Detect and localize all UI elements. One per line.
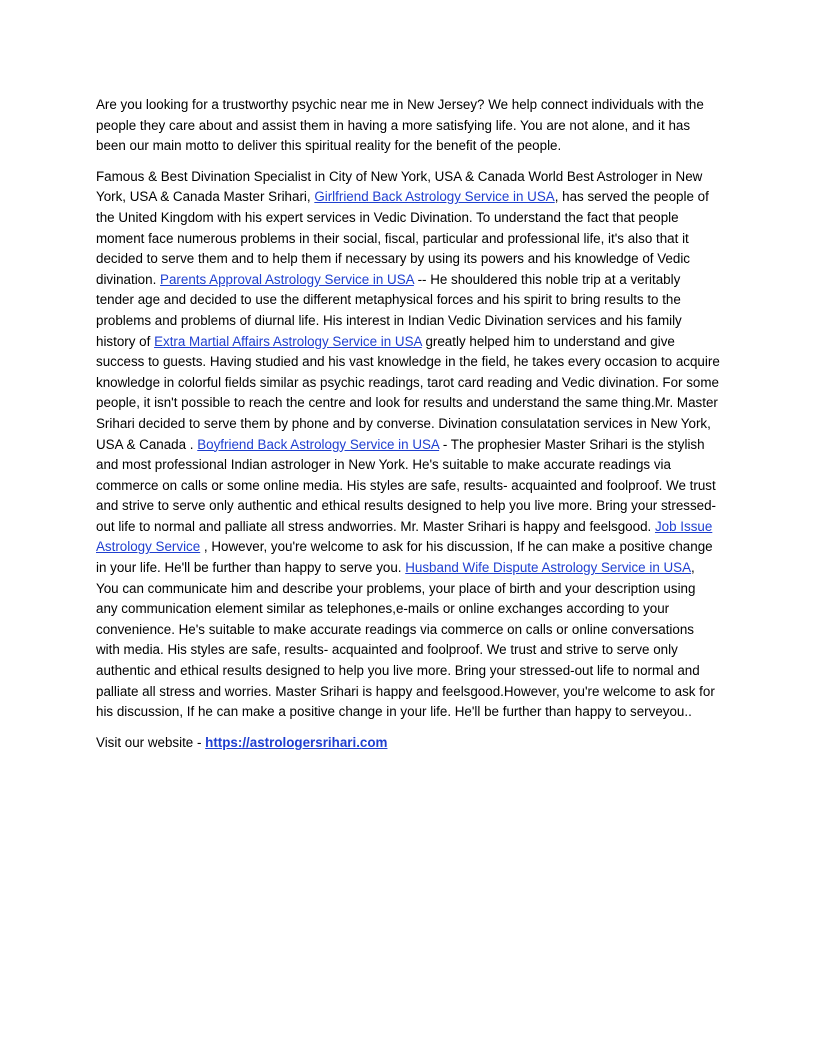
body-text-2: , has served the people of the United Kingdom with his expert services in Vedic Divination. To understand the fact that people moment face numerous problems in their social, fiscal, particular and professional life, it's also that it decided to serve them and to help them if necessary by using its powers and his knowledge of Vedic divination. (96, 189, 709, 287)
body-text-6: , However, you're welcome to ask for his discussion, If he can make a positive change in your life. He'll be further than happy to serve you. (96, 539, 713, 576)
body-text-4: greatly helped him to understand and give success to guests. Having studied and his vast knowledge in the field, he takes every occasion to acquire knowledge in colorful fields similar as psychic readings, tarot card reading and Vedic divination. For some people, it isn't possible to reach the centre and look for results and understand the same thing.Mr. Master Srihari decided to serve them by phone and by converse. Divination consulatation services in New York, USA & Canada . (96, 333, 720, 452)
job-issue-link[interactable]: Job Issue Astrology Service (96, 518, 713, 555)
visit-website-paragraph (96, 733, 720, 754)
visit-label: Visit our website - (96, 734, 206, 750)
body-text-1: Famous & Best Divination Specialist in City of New York, USA & Canada World Best Astrologer in New York, USA & Canada Master Srihari, (96, 168, 703, 205)
parents-approval-link[interactable]: Parents Approval Astrology Service in USA (160, 271, 414, 287)
body-text-5: - The prophesier Master Srihari is the stylish and most professional Indian astrologer in New York. He's suitable to make accurate readings via commerce on calls or some online media. His styles are safe, results- acquainted and foolproof. We trust and strive to serve only authentic and ethical results designed to help you live more. Bring your stressed-out life to normal and palliate all stress andworries. Mr. Master Srihari is happy and feelsgood. (96, 436, 717, 534)
body-text-7: , You can communicate him and describe your problems, your place of birth and your description using any communication element similar as telephones,e-mails or online exchanges according to your convenience. He's suitable to make accurate readings via commerce on calls or online conversations with media. His styles are safe, results- acquainted and foolproof. We trust and strive to serve only authentic and ethical results designed to help you live more. Bring your stressed-out life to normal and palliate all stress and worries. Master Srihari is happy and feelsgood.However, you're welcome to ask for his discussion, If he can make a positive change in your life. He'll be further than happy to serveyou.. (96, 560, 715, 720)
girlfriend-back-link[interactable]: Girlfriend Back Astrology Service in USA (314, 189, 555, 205)
husband-wife-dispute-link[interactable]: Husband Wife Dispute Astrology Service in USA (405, 560, 692, 576)
document-page (96, 95, 720, 763)
body-text-3: -- He shouldered this noble trip at a veritably tender age and decided to use the different metaphysical forces and his spirit to bring results to the problems and problems of diurnal life. His interest in Indian Vedic Divination services and his family history of (96, 271, 682, 349)
website-link[interactable]: https://astrologersrihari.com (205, 734, 388, 750)
intro-paragraph: Are you looking for a trustworthy psychic near me in New Jersey? We help connect individuals with the people they care about and assist them in having a more satisfying life. You are not alone, and it has been our main motto to deliver this spiritual reality for the benefit of the people. (96, 97, 704, 154)
extra-martial-affairs-link[interactable]: Extra Martial Affairs Astrology Service in USA (154, 333, 422, 349)
boyfriend-back-link[interactable]: Boyfriend Back Astrology Service in USA (197, 436, 440, 452)
main-paragraph (96, 167, 720, 723)
